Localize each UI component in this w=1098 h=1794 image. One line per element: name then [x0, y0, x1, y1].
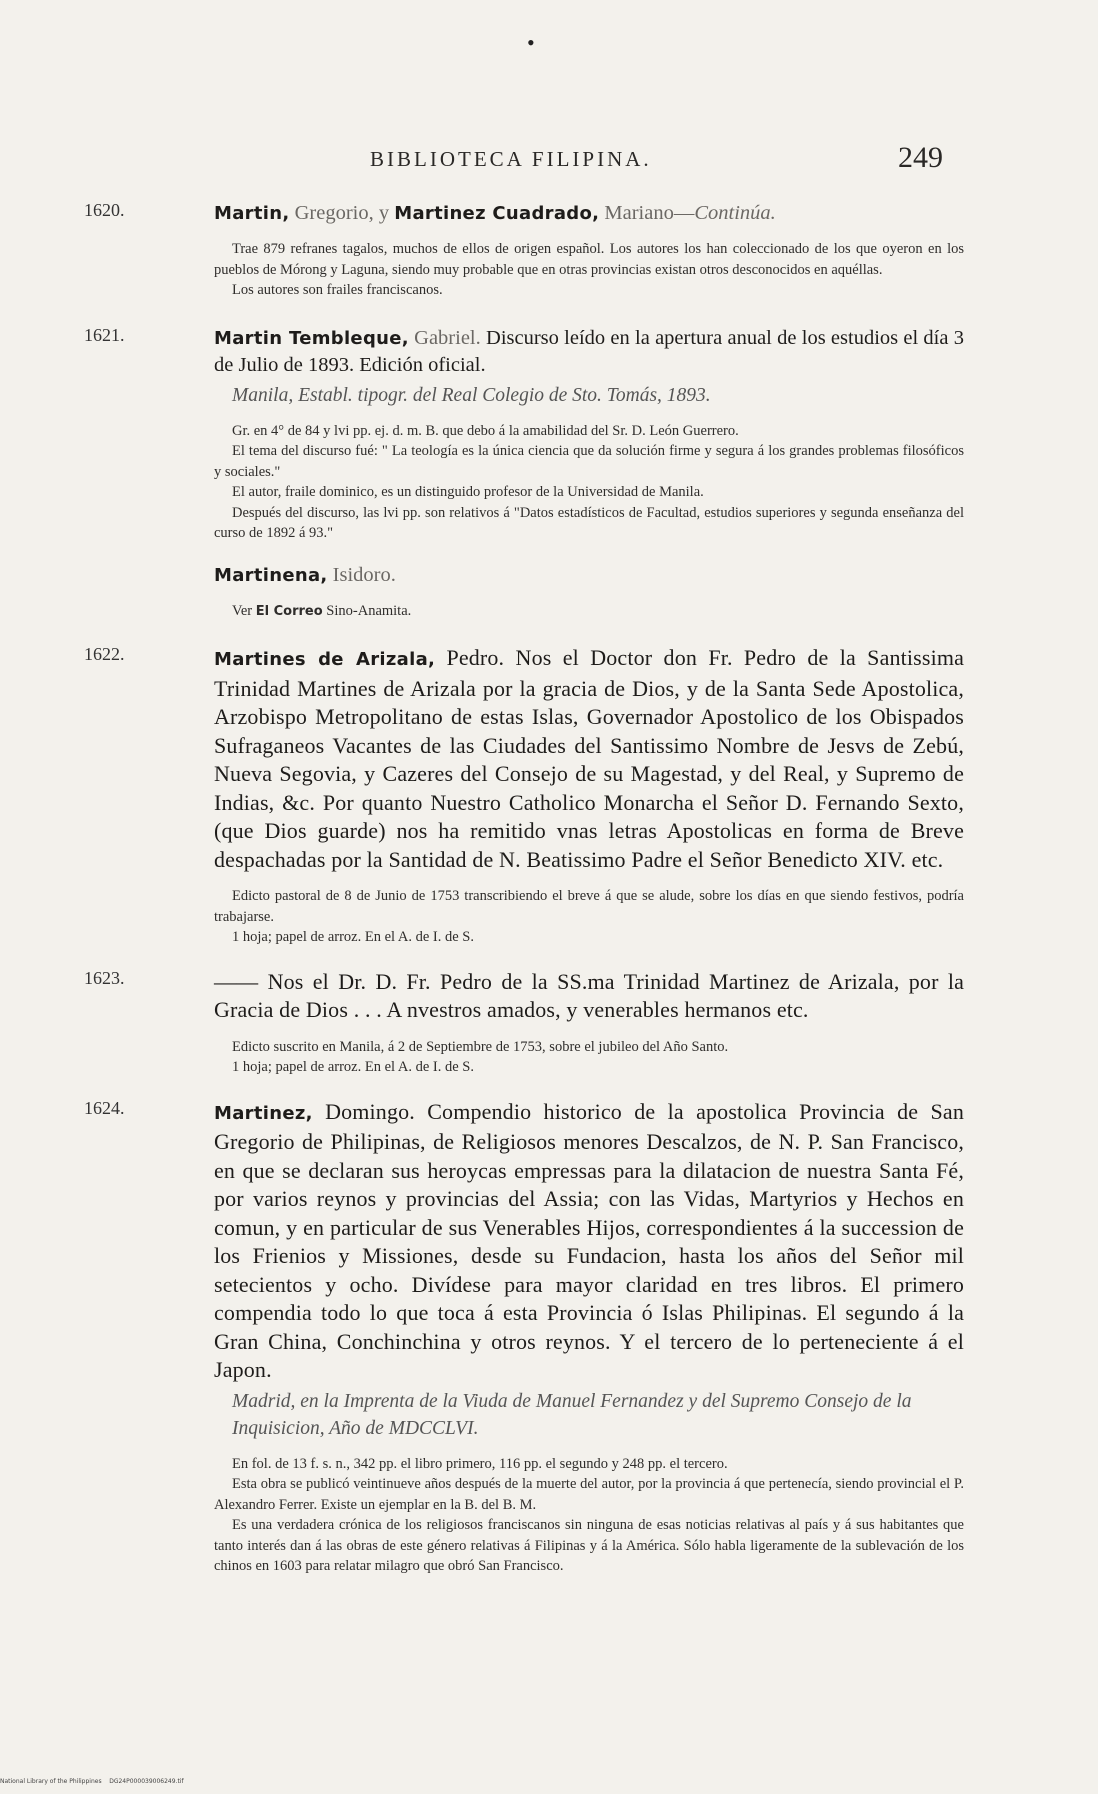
entry-heading	[214, 1098, 964, 1385]
author-name: Martin Tembleque,	[214, 327, 409, 349]
author-name: Martinez,	[214, 1102, 313, 1124]
ink-mark: •	[527, 30, 535, 55]
entry-title: Nos el Dr. D. Fr. Pedro de la SS.ma Trinidad Martinez de Arizala, por la Gracia de Dios . . . A nvestros amados, y venerables hermanos etc.	[214, 968, 964, 1022]
entry-note: Gr. en 4° de 84 y lvi pp. ej. d. m. B. que debo á la amabilidad del Sr. D. León Guerrero.	[232, 422, 739, 439]
ref-prefix: Ver	[232, 602, 253, 619]
author-given: Domingo.	[325, 1098, 415, 1124]
library-credit: National Library of the Philippines	[0, 1778, 102, 1785]
bibliography-content	[84, 200, 964, 1577]
entry-note: Es una verdadera crónica de los religiosos franciscanos sin ninguna de esas noticias relativas al país y á sus habitantes que tanto interés dan á las obras de este género relativas á Filipinas y á la América. Sólo habla ligeramente de la sublevación de los chinos en 1603 para relatar milagro que obró San Francisco.	[214, 1517, 964, 1574]
entry-note: Trae 879 refranes tagalos, muchos de ellos de origen español. Los autores los han coleccionado de los que oyeron en los pueblos de Mórong y Laguna, siendo muy probable que en otras provincias existan otros desconocidos en aquéllas.	[214, 241, 964, 278]
entry-1620	[84, 200, 964, 301]
page-header	[0, 143, 1098, 183]
imprint: Madrid, en la Imprenta de la Viuda de Manuel Fernandez y del Supremo Consejo de la Inquisicion, Año de MDCCLVI.	[232, 1390, 912, 1439]
author-given: Isidoro.	[332, 563, 396, 586]
entry-note: 1 hoja; papel de arroz. En el A. de I. de S.	[232, 929, 474, 945]
entry-number: 1622.	[84, 644, 125, 664]
entry-1621	[84, 325, 964, 544]
page-number: 249	[898, 141, 943, 174]
entry-heading	[214, 968, 964, 1025]
author-name: Martines de Arizala,	[214, 649, 436, 670]
entry-note: En fol. de 13 f. s. n., 342 pp. el libro primero, 116 pp. el segundo y 248 pp. el tercero.	[232, 1455, 728, 1472]
entry-note: 1 hoja; papel de arroz. En el A. de I. de S.	[232, 1059, 474, 1075]
cross-reference	[214, 601, 964, 623]
entry-heading	[214, 562, 964, 589]
entry-title: Nos el Doctor don Fr. Pedro de la Santissima Trinidad Martines de Arizala por la gracia de Dios, y de la Santa Sede Apostolica, Arzobispo Metropolitano de estas Islas, Governador Apostolico de los Obispados Sufraganeos Vacantes de las Ciudades del Santissimo Nombre de Jesvs de Zebú, Nueva Segovia, y Cazeres del Consejo de su Magestad, y del Real, y Supremo de Indias, &c. Por quanto Nuestro Catholico Monarcha el Señor D. Fernando Sexto, (que Dios guarde) nos ha remitido vnas letras Apostolicas en forma de Breve despachadas por la Santidad de N. Beatissimo Padre el Señor Benedicto XIV. etc.	[214, 645, 965, 872]
author-given: Mariano—	[604, 202, 695, 224]
entry-note: El tema del discurso fué: " La teología es la única ciencia que da solución firme y segura á los grandes problemas filosóficos y sociales."	[214, 443, 964, 480]
entry-number: 1623.	[84, 967, 125, 988]
scan-footer	[0, 1778, 184, 1785]
imprint: Manila, Establ. tipogr. del Real Colegio de Sto. Tomás, 1893.	[232, 384, 711, 406]
entry-heading	[214, 200, 964, 227]
entry-1622	[84, 644, 964, 948]
continuation-label: Continúa.	[694, 202, 776, 224]
entry-heading	[214, 325, 964, 379]
entry-title: Compendio historico de la apostolica Provincia de San Gregorio de Philipinas, de Religiosos menores Descalzos, de N. P. San Francisco, en que se declaran sus heroycas empressas para la dilatacion de nuestra Santa Fé, por varios reynos y provincias del Assia; con las Vidas, Martyrios y Hechos en comun, y en particular de sus Venerables Hijos, correspondientes á la succession de los Frienios y Missiones, desde su Fundacion, hasta los años del Señor mil setecientos y ocho. Divídese para mayor claridad en tres libros. El primero compendia todo lo que toca á esta Provincia ó Islas Philipinas. El segundo á la Gran China, Conchinchina y otros reynos. Y el tercero de lo perteneciente á el Japon.	[214, 1098, 964, 1382]
entry-note: Edicto pastoral de 8 de Junio de 1753 transcribiendo el breve á que se alude, sobre los días en que siendo festivos, podría trabajarse.	[214, 888, 964, 925]
entry-note: Edicto suscrito en Manila, á 2 de Septiembre de 1753, sobre el jubileo del Año Santo.	[232, 1038, 729, 1055]
author-name: Martinena,	[214, 564, 328, 586]
entry-title: Discurso leído en la apertura anual de los estudios el día 3 de Julio de 1893. Edición oficial.	[214, 326, 964, 376]
entry-1624	[84, 1098, 964, 1577]
entry-1623	[84, 968, 964, 1078]
author-name: Martinez Cuadrado,	[394, 203, 600, 224]
entry-note: Esta obra se publicó veintinueve años después de la muerte del autor, por la provincia á que pertenecía, siendo provincial el P. Alexandro Ferrer. Existe un ejemplar en la B. del B. M.	[214, 1476, 964, 1513]
entry-martinena	[84, 562, 964, 623]
author-name: Martin,	[214, 203, 290, 224]
ref-rest: Sino-Anamita.	[326, 602, 412, 619]
entry-note: El autor, fraile dominico, es un distinguido profesor de la Universidad de Manila.	[232, 484, 704, 500]
author-given: Gabriel.	[414, 326, 481, 349]
entry-number: 1624.	[84, 1097, 125, 1118]
entry-number: 1621.	[84, 324, 125, 345]
author-given: Gregorio, y	[294, 202, 390, 224]
entry-number: 1620.	[84, 200, 125, 220]
scan-code: DG24P000039006249.tif	[109, 1778, 184, 1785]
entry-note: Después del discurso, las lvi pp. son relativos á "Datos estadísticos de Facultad, estudios superiores y segunda enseñanza del curso de 1892 á 93."	[214, 504, 964, 541]
ditto-dash: ——	[214, 968, 259, 994]
entry-heading	[214, 644, 964, 874]
author-given: Pedro.	[446, 645, 505, 670]
entry-note: Los autores son frailes franciscanos.	[232, 282, 443, 298]
running-title: BIBLIOTECA FILIPINA.	[370, 147, 652, 171]
ref-title: El Correo	[255, 603, 323, 619]
